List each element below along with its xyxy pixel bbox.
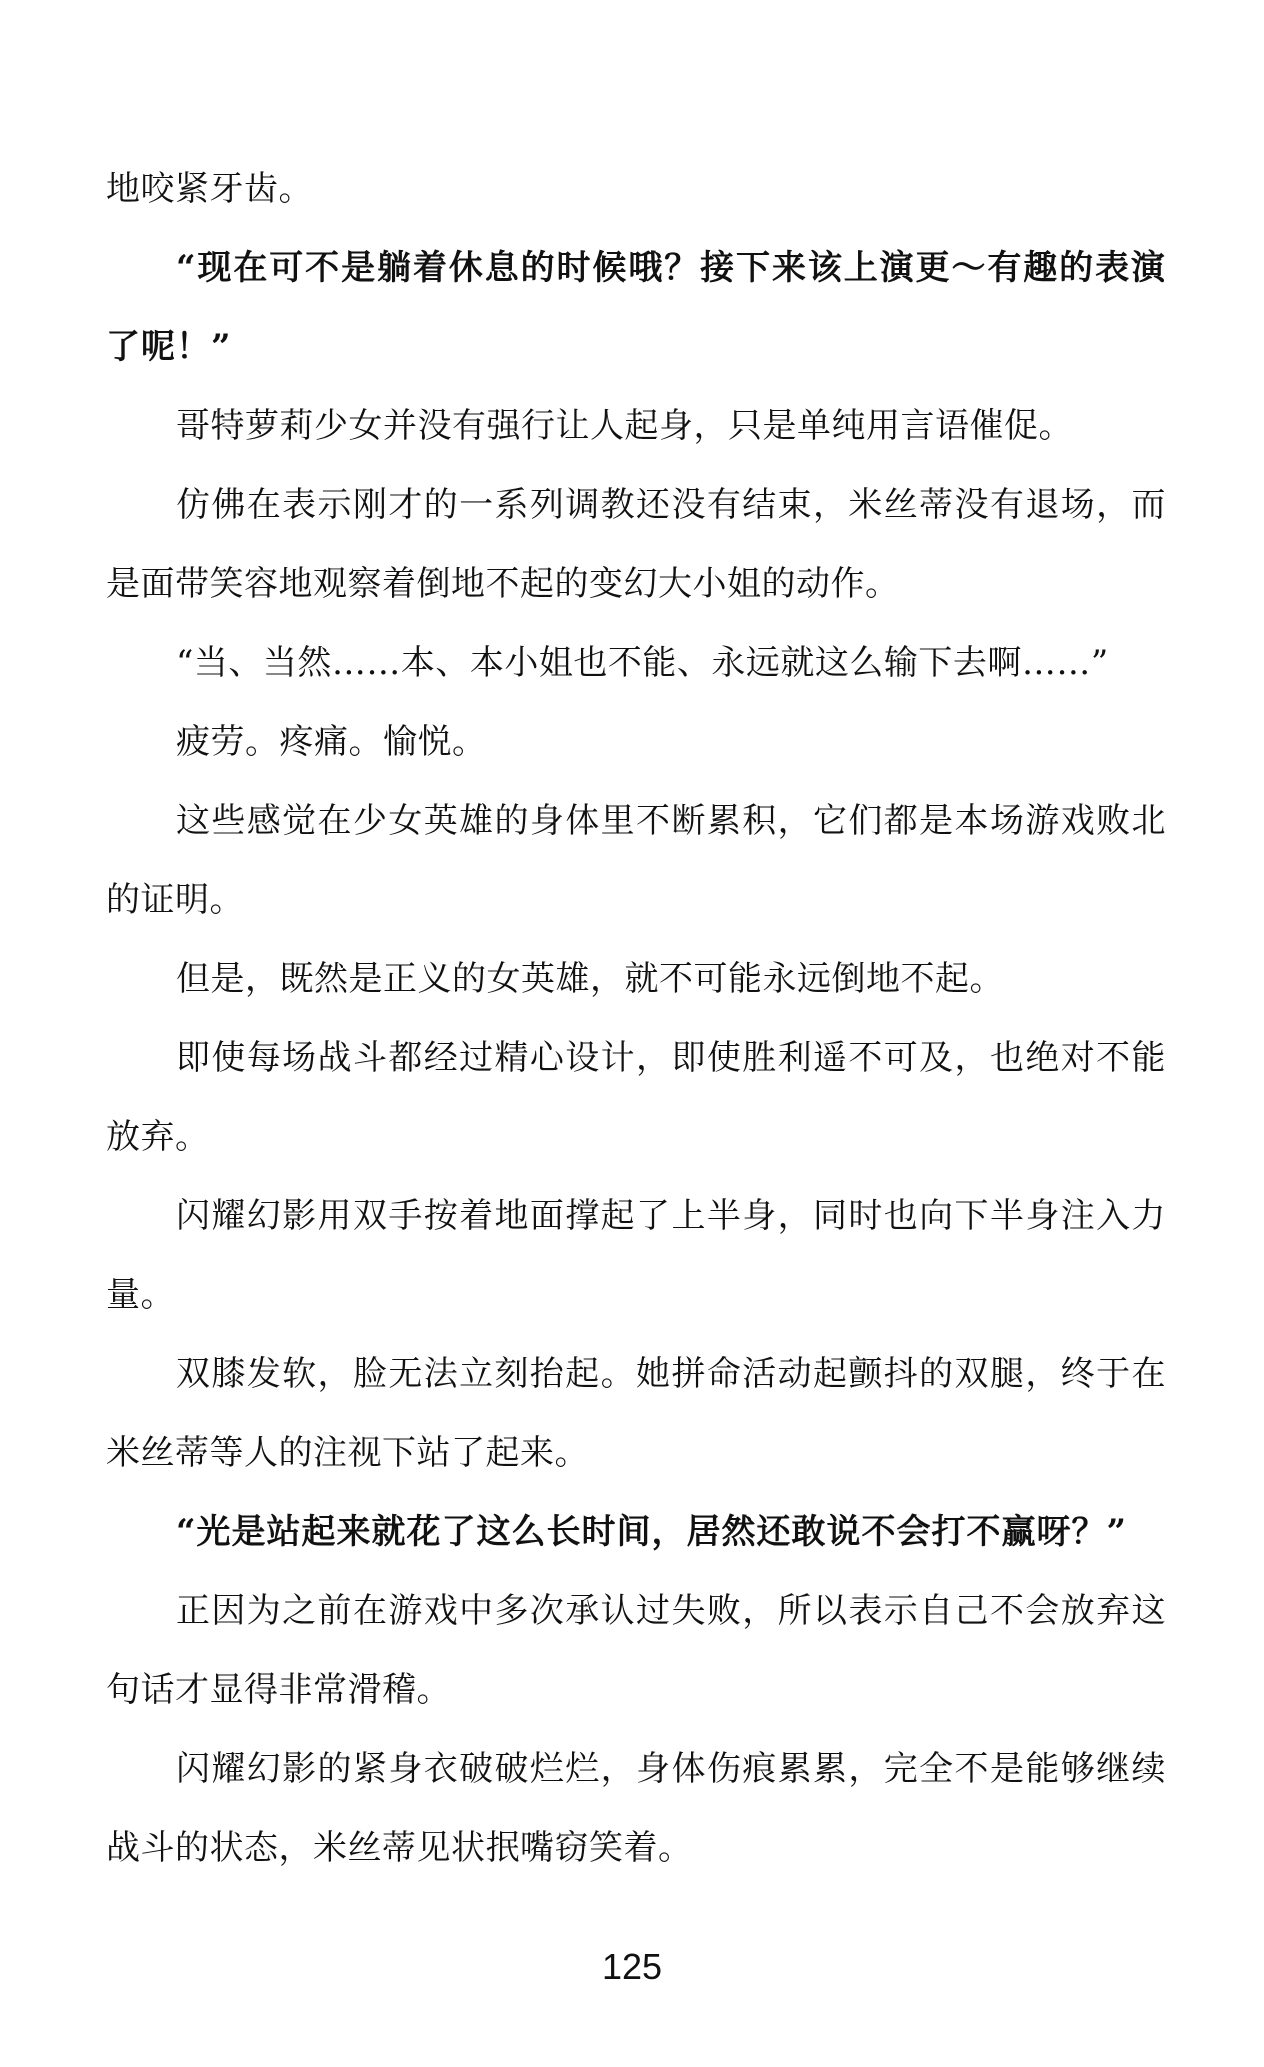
- paragraph-1: 地咬紧牙齿。: [106, 169, 313, 209]
- paragraph-8: 但是，既然是正义的女英雄，就不可能永远倒地不起。: [176, 959, 1004, 999]
- page-number: 125: [601, 1946, 663, 1987]
- paragraph-9: 即使每场战斗都经过精心设计，即使胜利遥不可及，也绝对不能放弃。: [106, 1038, 1166, 1157]
- paragraph-6: 疲劳。疼痛。愉悦。: [176, 722, 487, 762]
- paragraph-5-dialogue: “当、当然……本、本小姐也不能、永远就这么输下去啊……”: [176, 643, 1109, 683]
- paragraph-7: 这些感觉在少女英雄的身体里不断累积，它们都是本场游戏败北的证明。: [106, 801, 1166, 920]
- paragraph-11: 双膝发软，脸无法立刻抬起。她拼命活动起颤抖的双腿，终于在米丝蒂等人的注视下站了起来。: [106, 1354, 1166, 1473]
- paragraph-12-dialogue: “光是站起来就花了这么长时间，居然还敢说不会打不赢呀？”: [176, 1512, 1128, 1552]
- paragraph-10: 闪耀幻影用双手按着地面撑起了上半身，同时也向下半身注入力量。: [106, 1196, 1166, 1315]
- page-body: [106, 150, 1166, 1888]
- paragraph-2-dialogue: “现在可不是躺着休息的时候哦？接下来该上演更～有趣的表演了呢！”: [106, 248, 1166, 367]
- paragraph-3: 哥特萝莉少女并没有强行让人起身，只是单纯用言语催促。: [176, 406, 1073, 446]
- paragraph-13: 正因为之前在游戏中多次承认过失败，所以表示自己不会放弃这句话才显得非常滑稽。: [106, 1591, 1166, 1710]
- paragraph-4: 仿佛在表示刚才的一系列调教还没有结束，米丝蒂没有退场，而是面带笑容地观察着倒地不起的变幻大小姐的动作。: [106, 485, 1166, 604]
- paragraph-14: 闪耀幻影的紧身衣破破烂烂，身体伤痕累累，完全不是能够继续战斗的状态，米丝蒂见状抿嘴窃笑着。: [106, 1749, 1166, 1868]
